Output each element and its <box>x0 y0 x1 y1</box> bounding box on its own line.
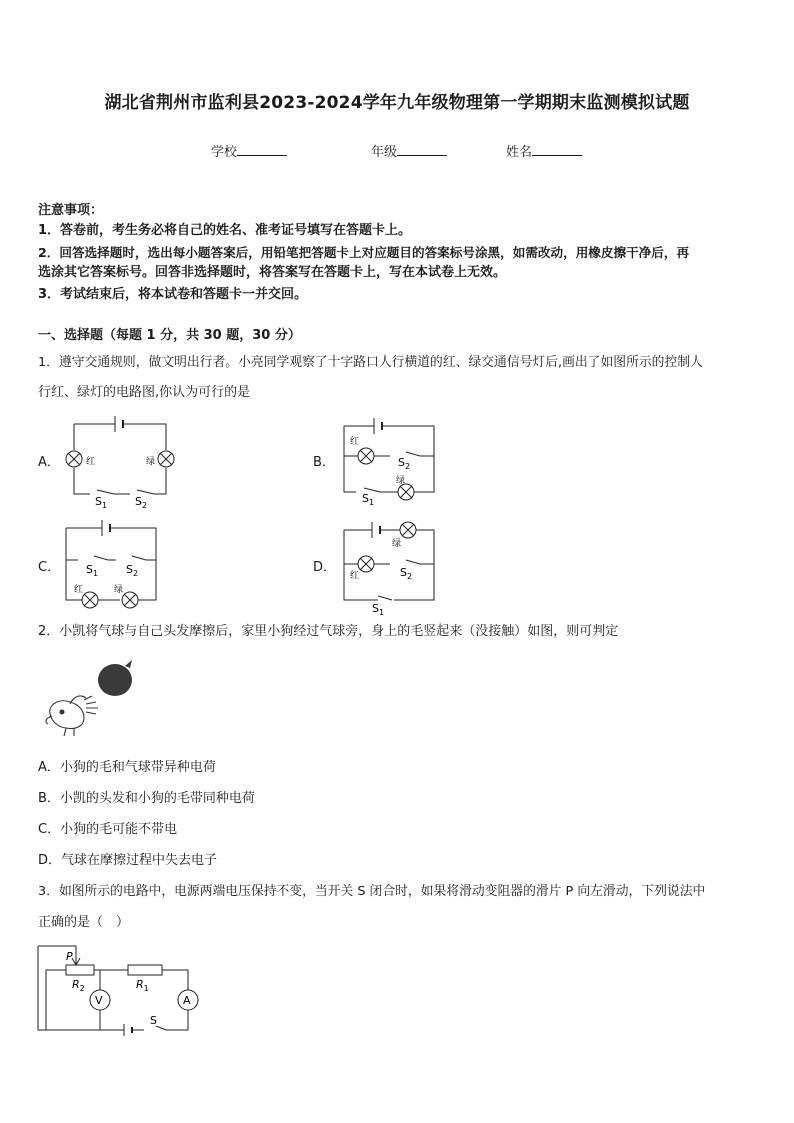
q2-option-a[interactable]: A．小狗的毛和气球带异种电荷 <box>38 760 216 775</box>
notice-item-3: 3．考试结束后，将本试卷和答题卡一并交回。 <box>38 287 308 302</box>
grade-blank[interactable] <box>397 142 447 156</box>
section-heading: 一、选择题（每题 1 分，共 30 题，30 分） <box>38 328 301 343</box>
s1-label: $S_1$ <box>372 602 385 616</box>
switch-s-label: S <box>150 1014 157 1027</box>
q1-circuit-c <box>60 518 170 614</box>
q1-circuit-a <box>60 412 190 512</box>
name-label: 姓名 <box>506 145 533 160</box>
red-label: 红 <box>350 437 360 447</box>
r1-label: $R_1$ <box>136 978 149 993</box>
q3-stem-line1: 3．如图所示的电路中，电源两端电压保持不变，当开关 S 闭合时，如果将滑动变阻器的滑片 P 向左滑动，下列说法中 <box>38 884 706 899</box>
balloon-dog-illustration <box>40 656 140 742</box>
name-field[interactable] <box>506 141 582 160</box>
q3-circuit <box>36 940 206 1036</box>
q1-option-b-label[interactable]: B． <box>313 455 335 470</box>
q1-option-d-label[interactable]: D． <box>313 560 337 575</box>
s1-label: $S_1$ <box>95 495 108 510</box>
notice-item-1: 1．答卷前，考生务必将自己的姓名、准考证号填写在答题卡上。 <box>38 223 412 238</box>
s2-label: $S_2$ <box>135 495 148 510</box>
notice-item-2: 2．回答选择题时，选出每小题答案后，用铅笔把答题卡上对应题目的答案标号涂黑，如需改动，用橡皮擦干净后，再 <box>38 245 690 260</box>
green-label: 绿 <box>146 457 156 467</box>
name-blank[interactable] <box>532 142 582 156</box>
s2-label: $S_2$ <box>126 563 139 578</box>
q1-stem-line2: 行红、绿灯的电路图,你认为可行的是 <box>38 385 251 400</box>
r2-label: $R_2$ <box>72 978 85 993</box>
voltmeter-label: V <box>95 994 103 1007</box>
ammeter-label: A <box>183 994 191 1007</box>
q1-circuit-b <box>336 410 446 506</box>
page-title: 湖北省荆州市监利县2023-2024学年九年级物理第一学期期末监测模拟试题 <box>104 93 690 113</box>
q2-option-b[interactable]: B．小凯的头发和小狗的毛带同种电荷 <box>38 791 255 806</box>
resistor-r1 <box>128 965 162 975</box>
s1-label: $S_1$ <box>362 492 375 506</box>
school-field[interactable] <box>211 141 287 160</box>
green-label: 绿 <box>396 476 406 486</box>
slider-p-label: P <box>66 950 73 963</box>
green-label: 绿 <box>114 585 124 595</box>
q1-option-a-label[interactable]: A． <box>38 455 60 470</box>
q1-stem-line1: 1．遵守交通规则，做文明出行者。小亮同学观察了十字路口人行横道的红、绿交通信号灯后,画出了如图所示的控制人 <box>38 355 703 370</box>
school-blank[interactable] <box>237 142 287 156</box>
q3-stem-line2: 正确的是（ ） <box>38 915 130 930</box>
q1-option-c-label[interactable]: C． <box>38 560 61 575</box>
q2-option-c[interactable]: C．小狗的毛可能不带电 <box>38 822 178 837</box>
notice-item-2-cont: 选涂其它答案标号。回答非选择题时，将答案写在答题卡上，写在本试卷上无效。 <box>38 265 507 280</box>
s2-label: $S_2$ <box>398 456 411 471</box>
balloon-icon <box>98 660 132 696</box>
grade-field[interactable] <box>371 141 447 160</box>
q1-circuit-d <box>336 516 446 616</box>
red-label: 红 <box>74 585 84 595</box>
s2-label: $S_2$ <box>400 566 413 581</box>
q2-option-d[interactable]: D．气球在摩擦过程中失去电子 <box>38 853 218 868</box>
grade-label: 年级 <box>371 145 398 160</box>
s1-label: $S_1$ <box>86 563 99 578</box>
green-label: 绿 <box>392 539 402 549</box>
red-label: 红 <box>86 457 96 467</box>
school-label: 学校 <box>211 145 238 160</box>
rheostat-r2 <box>66 965 94 975</box>
dog-icon <box>46 696 98 736</box>
notice-heading: 注意事项： <box>38 203 104 218</box>
q2-stem: 2．小凯将气球与自己头发摩擦后，家里小狗经过气球旁，身上的毛竖起来（没接触）如图，则可判定 <box>38 624 619 639</box>
red-label: 红 <box>350 571 360 581</box>
